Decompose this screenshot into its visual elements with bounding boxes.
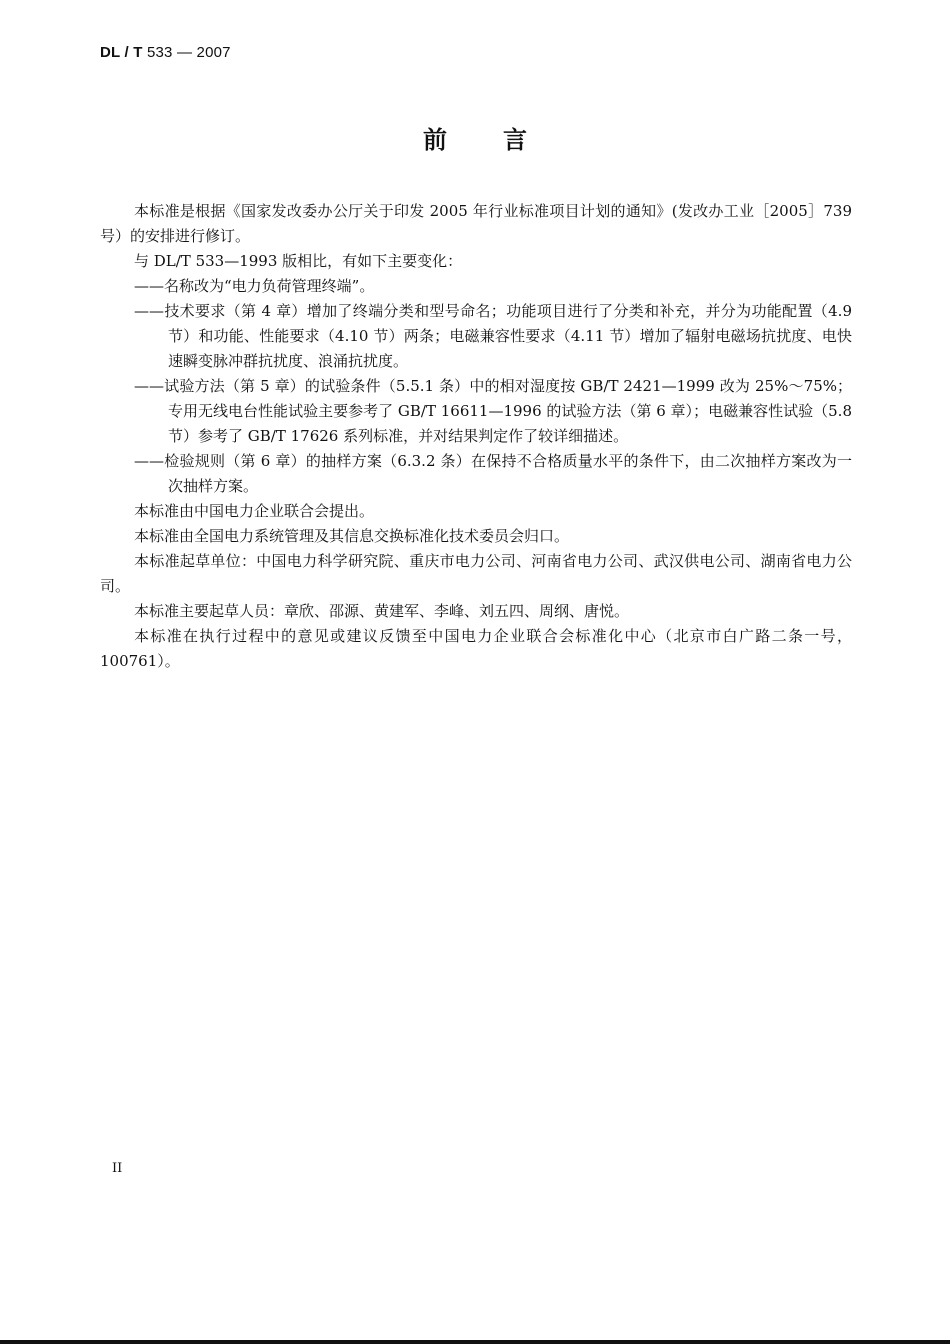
standard-code — [100, 44, 231, 61]
change-item-inspection: ——检验规则（第 6 章）的抽样方案（6.3.2 条）在保持不合格质量水平的条件下，由二次抽样方案改为一次抽样方案。 — [134, 452, 852, 495]
change-item-name: ——名称改为“电力负荷管理终端”。 — [134, 277, 375, 295]
standard-code-prefix: DL / T — [100, 44, 143, 61]
standard-code-number: 533 — 2007 — [142, 44, 231, 61]
paragraph-committee: 本标准由全国电力系统管理及其信息交换标准化技术委员会归口。 — [134, 527, 570, 545]
change-item-test-methods: ——试验方法（第 5 章）的试验条件（5.5.1 条）中的相对湿度按 GB/T 2421—1999 改为 25%～75%；专用无线电台性能试验主要参考了 GB/T 16611—1996 的试验方法（第 6 章）；电磁兼容性试验（5.8 节）参考了 GB/T 17626 系列标准，并对结果判定作了较详细描述。 — [134, 377, 852, 445]
bottom-divider — [0, 1340, 950, 1344]
paragraph-basis: 本标准是根据《国家发改委办公厅关于印发 2005 年行业标准项目计划的通知》(发改办工业［2005］739 号）的安排进行修订。 — [100, 202, 852, 245]
paragraph-drafters: 本标准主要起草人员：章欣、邵源、黄建军、李峰、刘五四、周纲、唐悦。 — [134, 602, 630, 620]
paragraph-changes-intro: 与 DL/T 533—1993 版相比，有如下主要变化： — [134, 252, 463, 270]
change-item-technical: ——技术要求（第 4 章）增加了终端分类和型号命名；功能项目进行了分类和补充，并分为功能配置（4.9 节）和功能、性能要求（4.10 节）两条；电磁兼容性要求（4.11 节）增加了辐射电磁场抗扰度、电快速瞬变脉冲群抗扰度、浪涌抗扰度。 — [134, 302, 852, 370]
paragraph-proposer: 本标准由中国电力企业联合会提出。 — [134, 502, 375, 520]
paragraph-drafting-units: 本标准起草单位：中国电力科学研究院、重庆市电力公司、河南省电力公司、武汉供电公司、湖南省电力公司。 — [100, 552, 852, 595]
page-title: 前言 — [423, 126, 583, 154]
page-number: II — [112, 1161, 123, 1176]
paragraph-feedback: 本标准在执行过程中的意见或建议反馈至中国电力企业联合会标准化中心（北京市白广路二条一号，100761）。 — [100, 627, 852, 670]
foreword-body — [100, 199, 852, 674]
